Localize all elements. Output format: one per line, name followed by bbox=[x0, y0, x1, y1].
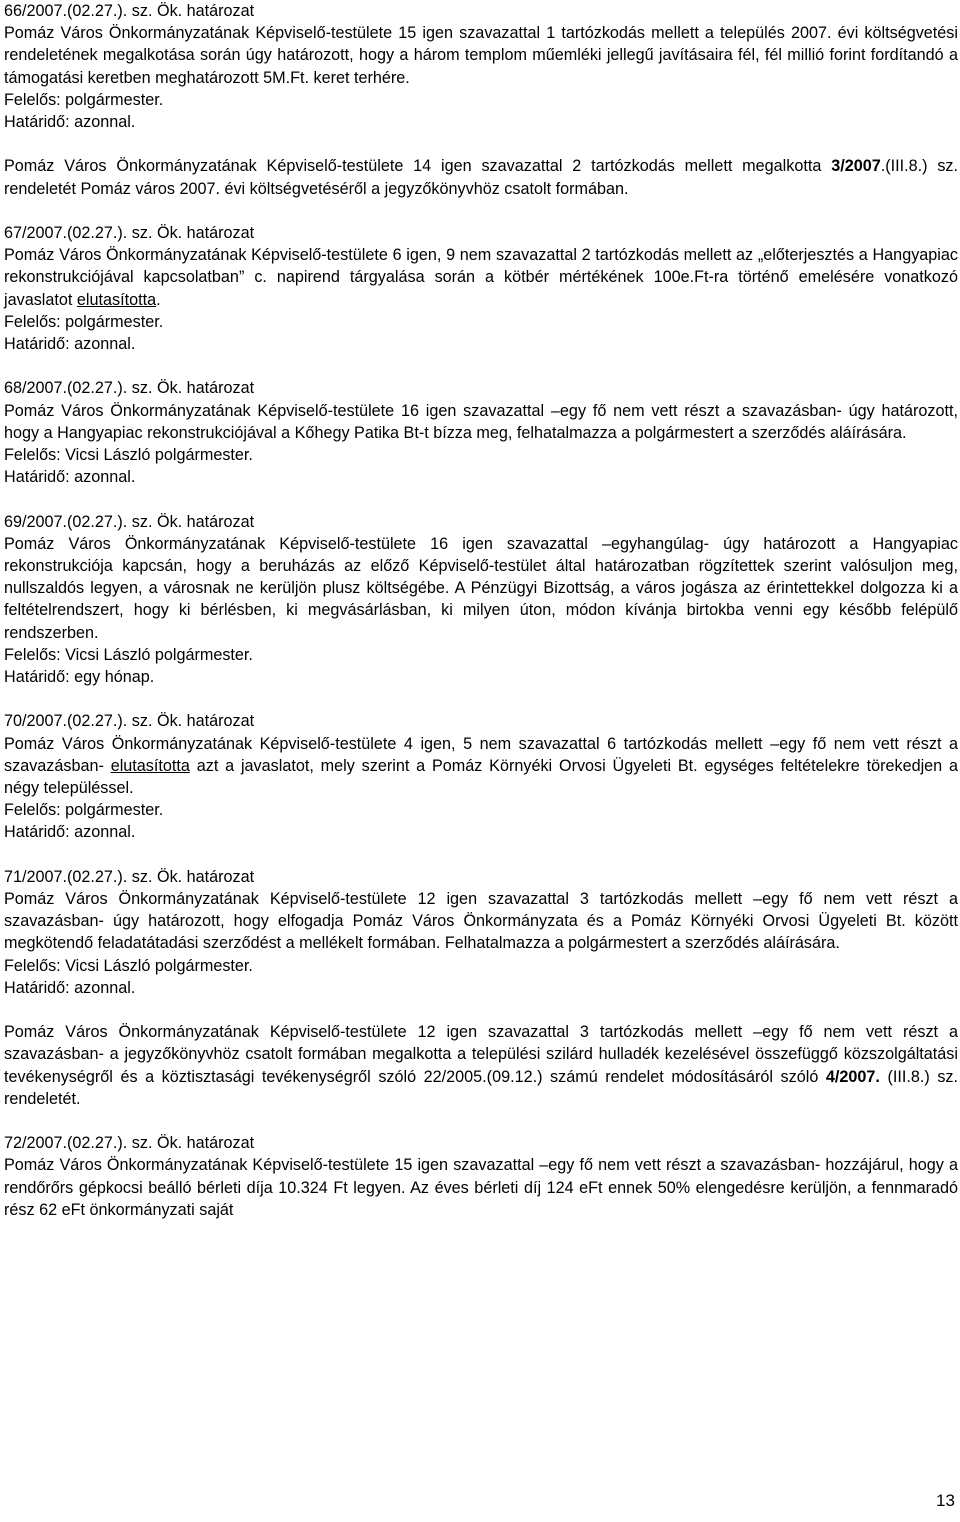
spacer bbox=[4, 133, 958, 155]
resolution-70 bbox=[4, 710, 958, 843]
resolution-header: 70/2007.(02.27.). sz. Ök. határozat bbox=[4, 712, 255, 731]
deadline-line: Határidő: azonnal. bbox=[4, 823, 136, 842]
rejected-word: elutasította bbox=[110, 756, 190, 775]
spacer bbox=[4, 200, 958, 222]
resolution-header: 69/2007.(02.27.). sz. Ök. határozat bbox=[4, 512, 255, 531]
ordinance-text-a: Pomáz Város Önkormányzatának Képviselő-testülete 12 igen szavazattal 3 tartózkodás mellett –egy fő nem vett részt a szavazásban- a jegyzőkönyvhöz csatolt formában megalkotta a települési szilárd hulladék kezelésével összefüggő közszolgáltatási tevékenységről és a köztisztasági tevékenységről szóló 22/2005.(09.12.) számú rendelet módosításáról szóló bbox=[4, 1023, 958, 1086]
resolution-71 bbox=[4, 866, 958, 999]
resolution-text: Pomáz Város Önkormányzatának Képviselő-testülete 16 igen szavazattal –egyhangúlag- úgy határozott a Hangyapiac rekonstrukciója kapcsán, hogy a beruházás az előző Képviselő-testület által határozatban rögzítettek szerint valósuljon meg, nullszaldós legyen, a városnak ne kerüljön plusz költségébe. A Pénzügyi Bizottság, a város jogásza az érintettekkel dolgozza ki a feltételrendszert, hogy ki bérlésben, ki megvásárlásban, ki milyen úton, módon kívánja birtokba venni egy később felépülő rendszerben. bbox=[4, 534, 958, 642]
ordinance-budget bbox=[4, 155, 958, 199]
spacer bbox=[4, 488, 958, 510]
responsible-line: Felelős: polgármester. bbox=[4, 90, 164, 109]
spacer bbox=[4, 688, 958, 710]
resolution-header: 66/2007.(02.27.). sz. Ök. határozat bbox=[4, 2, 255, 20]
responsible-line: Felelős: Vicsi László polgármester. bbox=[4, 446, 253, 465]
resolution-header: 67/2007.(02.27.). sz. Ök. határozat bbox=[4, 224, 255, 242]
deadline-line: Határidő: egy hónap. bbox=[4, 668, 155, 687]
responsible-line: Felelős: polgármester. bbox=[4, 312, 164, 331]
spacer bbox=[4, 999, 958, 1021]
page-number: 13 bbox=[936, 1491, 955, 1510]
deadline-line: Határidő: azonnal. bbox=[4, 335, 136, 354]
resolution-text: Pomáz Város Önkormányzatának Képviselő-testülete 12 igen szavazattal 3 tartózkodás mellett –egy fő nem vett részt a szavazásban- úgy határozott, hogy elfogadja Pomáz Város Önkormányzata és a Pomáz Környéki Orvosi Ügyeleti Bt. között megkötendő feladatátadási szerződést a mellékelt formában. Felhatalmazza a polgármestert a szerződés aláírására. bbox=[4, 890, 958, 953]
resolution-text-a: Pomáz Város Önkormányzatának Képviselő-testülete 6 igen, 9 nem szavazattal 2 tartózkodás mellett az „előterjesztés a Hangyapiac rekonstrukciójával kapcsolatban” c. napirend tárgyalása során a kötbér mértékének 100e.Ft-ra történő emelésére vonatkozó javaslatot bbox=[4, 246, 958, 309]
resolution-text: Pomáz Város Önkormányzatának Képviselő-testülete 15 igen szavazattal –egy fő nem vett részt a szavazásban- hozzájárul, hogy a rendőrőrs gépkocsi beálló bérleti díja 10.324 Ft legyen. Az éves bérleti díj 124 eFt ennek 50% elengedésre kerüljön, a fennmaradó rész 62 eFt önkormányzati saját bbox=[4, 1156, 958, 1219]
deadline-line: Határidő: azonnal. bbox=[4, 978, 136, 997]
resolution-text bbox=[4, 244, 958, 311]
resolution-text: Pomáz Város Önkormányzatának Képviselő-testülete 15 igen szavazattal 1 tartózkodás mellett a település 2007. évi költségvetési rendeletének megalkotása során úgy határozott, hogy a három templom műemléki jellegű javításaira fél, fél millió forint fordítandó a támogatási keretben meghatározott 5M.Ft. keret terhére. bbox=[4, 24, 958, 87]
spacer bbox=[4, 844, 958, 866]
spacer bbox=[4, 1110, 958, 1132]
resolution-header: 68/2007.(02.27.). sz. Ök. határozat bbox=[4, 379, 255, 398]
resolution-text bbox=[4, 733, 958, 800]
resolution-69 bbox=[4, 511, 958, 689]
resolution-text-a: Pomáz Város Önkormányzatának Képviselő-testülete 4 igen, 5 nem szavazattal 6 tartózkodás mellett –egy fő nem vett részt a szavazásban- bbox=[4, 734, 958, 775]
ordinance-number: 4/2007. bbox=[825, 1067, 880, 1086]
resolution-header: 72/2007.(02.27.). sz. Ök. határozat bbox=[4, 1134, 255, 1153]
rejected-word: elutasította bbox=[76, 290, 157, 309]
ordinance-text bbox=[4, 1021, 958, 1110]
resolution-text: Pomáz Város Önkormányzatának Képviselő-testülete 16 igen szavazattal –egy fő nem vett részt a szavazásban- úgy határozott, hogy a Hangyapiac rekonstrukciójával a Kőhegy Patika Bt-t bízza meg, felhatalmazza a polgármestert a szerződés aláírására. bbox=[4, 401, 958, 442]
responsible-line: Felelős: polgármester. bbox=[4, 801, 164, 820]
spacer bbox=[4, 355, 958, 377]
resolution-66 bbox=[4, 0, 958, 133]
resolution-text-b: . bbox=[156, 290, 161, 309]
ordinance-text-b: (III.8.) sz. rendeletét. bbox=[4, 1067, 958, 1108]
ordinance-waste bbox=[4, 1021, 958, 1110]
document-body bbox=[4, 0, 958, 1221]
ordinance-text-a: Pomáz Város Önkormányzatának Képviselő-testülete 14 igen szavazattal 2 tartózkodás mellett megalkotta bbox=[4, 157, 832, 176]
deadline-line: Határidő: azonnal. bbox=[4, 468, 136, 487]
resolution-67 bbox=[4, 222, 958, 355]
resolution-68 bbox=[4, 377, 958, 488]
ordinance-text bbox=[4, 155, 958, 199]
responsible-line: Felelős: Vicsi László polgármester. bbox=[4, 956, 253, 975]
deadline-line: Határidő: azonnal. bbox=[4, 113, 136, 132]
ordinance-text-b: .(III.8.) sz. rendeletét Pomáz város 2007. évi költségvetéséről a jegyzőkönyvhöz csatolt formában. bbox=[4, 157, 958, 198]
responsible-line: Felelős: Vicsi László polgármester. bbox=[4, 645, 253, 664]
resolution-header: 71/2007.(02.27.). sz. Ök. határozat bbox=[4, 867, 255, 886]
ordinance-number: 3/2007 bbox=[831, 157, 881, 176]
resolution-72 bbox=[4, 1132, 958, 1221]
resolution-text-b: azt a javaslatot, mely szerint a Pomáz Környéki Orvosi Ügyeleti Bt. egységes feltételekre törekedjen a négy településsel. bbox=[4, 756, 959, 798]
